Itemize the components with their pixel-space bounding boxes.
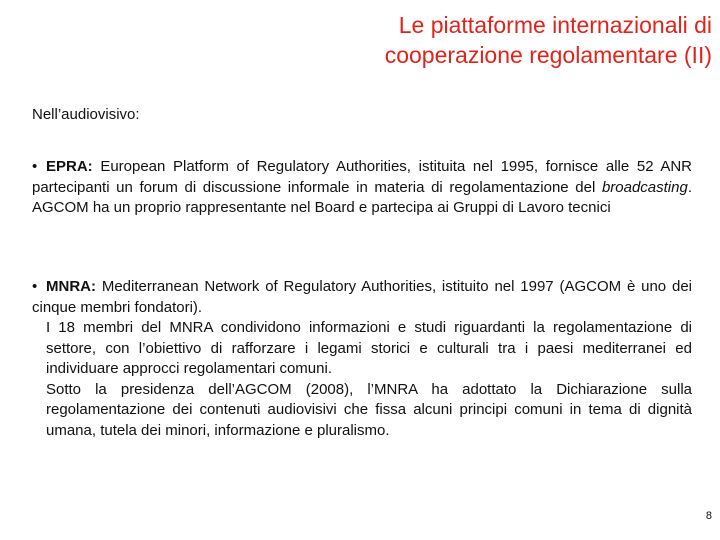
bullet-epra (32, 157, 692, 219)
bullet-dot-icon: • (32, 158, 38, 175)
bullet-mnra (32, 277, 692, 441)
epra-text-before: European Platform of Regulatory Authorities, istituita nel 1995, fornisce alle 52 ANR partecipanti un forum di discussione informale in materia di regolamentazione del (32, 158, 693, 196)
slide-title (272, 10, 712, 70)
epra-italic-term: broadcasting (601, 178, 688, 196)
page-number: 8 (705, 510, 712, 522)
mnra-text: Mediterranean Network of Regulatory Authorities, istituito nel 1997 (AGCOM è uno dei cinque membri fondatori). (32, 278, 692, 316)
slide-title-line-1: Le piattaforme internazionali di (398, 12, 712, 38)
mnra-label: MNRA: (46, 278, 96, 295)
slide-title-line-2: cooperazione regolamentare (II) (384, 42, 712, 68)
epra-text-after: . AGCOM ha un proprio rappresentante nel Board e partecipa ai Gruppi di Lavoro tecnici (32, 178, 693, 216)
mnra-paragraph-3: Sotto la presidenza dell’AGCOM (2008), l’MNRA ha adottato la Dichiarazione sulla regolamentazione dei contenuti audiovisivi che fissa alcuni principi comuni in tema di dignità umana, tutela dei minori, informazione e pluralismo. (46, 380, 692, 439)
bullet-dot-icon: • (32, 278, 38, 295)
intro-text: Nell’audiovisivo: (32, 106, 140, 123)
mnra-paragraph-2: I 18 membri del MNRA condividono informazioni e studi riguardanti la regolamentazione di settore, con l’obiettivo di rafforzare i legami storici e culturali tra i paesi mediterranei ed individuare approcci regolamentari comuni. (46, 319, 692, 377)
epra-label: EPRA: (46, 158, 93, 175)
